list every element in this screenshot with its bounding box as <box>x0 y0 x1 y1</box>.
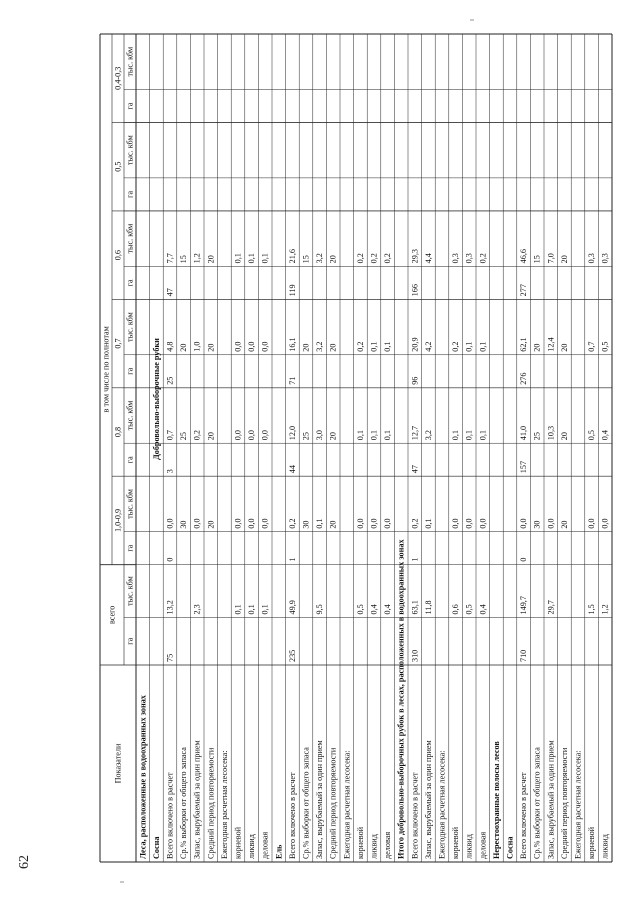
table-cell: 0,0 <box>260 341 270 352</box>
table-cell: 4,2 <box>423 341 433 352</box>
table-cell: 0,0 <box>260 429 270 441</box>
table-cell: 20 <box>559 343 569 352</box>
table-cell: 41,0 <box>519 425 529 441</box>
table-cell: 1 <box>287 557 297 562</box>
row-label: Запас, вырубаемый за один прием <box>192 740 202 859</box>
row-label: деловая <box>383 831 393 859</box>
table-cell: 166 <box>410 284 420 297</box>
table-cell: 0,6 <box>451 604 461 615</box>
header-density-group: в том числе по полнотам <box>101 326 111 413</box>
table-cell: 9,5 <box>315 604 325 615</box>
table-cell: 0 <box>519 557 529 562</box>
table-cell: 0,5 <box>355 604 365 615</box>
table-cell: 3,0 <box>315 429 325 441</box>
section-title: Итого добровольно-выборочных рубок в лесах, расположенных в водоохранных зонах <box>396 539 406 859</box>
row-label: корневой <box>233 826 243 859</box>
row-label: Ср.% выборки от общего запаса <box>179 747 189 859</box>
table-cell: 149,7 <box>519 596 529 615</box>
table-cell: 20 <box>328 255 338 264</box>
table-cell: 0,1 <box>464 429 474 441</box>
subsection-title: Сосна <box>151 836 161 859</box>
header-unit: га <box>125 102 135 110</box>
header-unit: га <box>125 190 135 198</box>
table-cell: 0,4 <box>369 604 379 615</box>
table-cell: 0,2 <box>355 253 365 264</box>
header-unit: тыс. кбм <box>125 223 135 254</box>
table-cell: 0,1 <box>423 518 433 529</box>
table-cell: 25 <box>301 432 311 441</box>
table-cell: 12,0 <box>287 425 297 441</box>
table-cell: 0,0 <box>247 518 257 529</box>
row-label: Средний период повторяемости <box>559 747 569 859</box>
row-label: деловая <box>478 831 488 859</box>
table-cell: 30 <box>301 520 311 529</box>
table-cell: 20 <box>559 432 569 441</box>
table-cell: 44 <box>287 465 297 474</box>
table-cell: 20 <box>328 343 338 352</box>
header-density-level: 0,8 <box>113 426 123 438</box>
table-cell: 20 <box>206 255 216 264</box>
table-cell: 0,0 <box>233 341 243 352</box>
table-cell: 276 <box>519 372 529 385</box>
table-cell: 63,1 <box>410 600 420 615</box>
table-cell: 1,0 <box>192 341 202 352</box>
table-cell: 157 <box>519 460 529 474</box>
table-cell: 0,2 <box>287 518 297 529</box>
table-cell: 20 <box>206 343 216 352</box>
table-cell: 0,3 <box>600 253 610 264</box>
table-cell: 0,0 <box>247 429 257 441</box>
row-label: корневой <box>355 826 365 859</box>
table-cell: 25 <box>165 376 175 385</box>
row-label: деловая <box>260 831 270 859</box>
table-cell: 0,1 <box>355 429 365 441</box>
subsection-title: Ель <box>274 844 284 859</box>
page-number: 62 <box>17 855 32 869</box>
table-cell: 12,7 <box>410 425 420 441</box>
table-cell: 0,0 <box>369 518 379 529</box>
row-label: ликвид <box>247 834 257 859</box>
header-unit: тыс. кбм <box>125 46 135 77</box>
table-cell: 277 <box>519 284 529 297</box>
header-total: всего <box>107 605 117 625</box>
table-cell: 0,4 <box>383 604 393 615</box>
header-density-level: 0,4-0,3 <box>113 66 123 90</box>
header-unit: тыс. кбм <box>125 312 135 342</box>
row-label: Запас, вырубаемый за один прием <box>546 740 556 859</box>
table-cell: 0,1 <box>233 253 243 264</box>
section-title: Нерестоохранные полосы лесов <box>491 741 501 859</box>
table-cell: 1,2 <box>192 253 202 264</box>
header-unit: тыс. кбм <box>125 135 135 166</box>
table-cell: 0,0 <box>587 518 597 529</box>
table-cell: 15 <box>532 255 542 264</box>
table-cell: 0,4 <box>600 429 610 441</box>
table-cell: 0,1 <box>451 429 461 441</box>
table-cell: 3 <box>165 469 175 474</box>
header-indicator: Показатели <box>113 743 123 784</box>
row-label: Всего включено в расчет <box>519 772 529 859</box>
table-cell: 47 <box>165 288 175 297</box>
table-cell: 0,2 <box>478 253 488 264</box>
row-label: Средний период повторяемости <box>206 747 216 859</box>
table-cell: 0,2 <box>355 341 365 352</box>
section-banner: Добровольно-выборочные рубки <box>151 338 161 460</box>
row-label: корневой <box>587 826 597 859</box>
table-cell: 0,1 <box>369 341 379 352</box>
row-label: Всего включено в расчет <box>165 772 175 859</box>
table-cell: 0,0 <box>464 518 474 529</box>
table-cell: 0,0 <box>519 518 529 529</box>
table-cell: 0,3 <box>587 253 597 264</box>
table-cell: 4,8 <box>165 341 175 352</box>
table-cell: 0,1 <box>478 341 488 352</box>
table-cell: 30 <box>179 520 189 529</box>
table-cell: 0,5 <box>464 604 474 615</box>
table-cell: 96 <box>410 376 420 385</box>
table-cell: 0,1 <box>247 604 257 615</box>
table-cell: 235 <box>287 649 297 662</box>
table-cell: 20 <box>559 520 569 529</box>
row-label: Запас, вырубаемый за один прием <box>423 740 433 859</box>
row-label: ликвид <box>600 834 610 859</box>
table-cell: 20 <box>206 520 216 529</box>
table-cell: 15 <box>301 255 311 264</box>
table-cell: 0,1 <box>478 429 488 441</box>
table-cell: 310 <box>410 649 420 662</box>
table-cell: 29,7 <box>546 600 556 615</box>
table-cell: 13,2 <box>165 600 175 615</box>
table-cell: 0,1 <box>233 604 243 615</box>
row-label: Ежегодная расчетная лесосека: <box>573 750 583 859</box>
table-cell: 20 <box>328 520 338 529</box>
table-cell: 20 <box>179 343 189 352</box>
table-cell: 0,2 <box>451 341 461 352</box>
table-cell: 11,8 <box>423 600 433 615</box>
table-cell: 0,1 <box>260 253 270 264</box>
table-cell: 47 <box>410 465 420 474</box>
table-cell: 20 <box>559 255 569 264</box>
table-cell: 0,2 <box>410 518 420 529</box>
table-cell: 20 <box>206 432 216 441</box>
table-cell: 0,1 <box>383 429 393 441</box>
table-cell: 62,1 <box>519 337 529 352</box>
table-cell: 3,2 <box>423 429 433 441</box>
table-cell: 0,2 <box>369 253 379 264</box>
table-cell: 0,0 <box>600 518 610 529</box>
table-cell: 710 <box>519 649 529 662</box>
table-cell: 2,3 <box>192 604 202 615</box>
table-cell: 21,6 <box>287 249 297 264</box>
table-cell: 30 <box>532 520 542 529</box>
header-unit: тыс. кбм <box>125 400 135 431</box>
table-cell: 20,9 <box>410 337 420 352</box>
table-cell: 29,3 <box>410 249 420 264</box>
table-cell: 0,3 <box>464 253 474 264</box>
table-cell: 0,0 <box>192 518 202 529</box>
header-unit: тыс. кбм <box>125 489 135 519</box>
table-cell: 0,2 <box>383 253 393 264</box>
section-title: Леса, расположенные в водоохранных зонах <box>138 695 148 859</box>
table-cell: 0,0 <box>383 518 393 529</box>
table-cell: 71 <box>287 376 297 385</box>
table-cell: 0,0 <box>233 518 243 529</box>
table-cell: 0,7 <box>587 341 597 352</box>
header-unit: га <box>125 367 135 375</box>
table-cell: 0,3 <box>451 253 461 264</box>
header-density-level: 0,5 <box>113 161 123 172</box>
table-cell: 1,5 <box>587 604 597 615</box>
table-cell: 0,1 <box>247 253 257 264</box>
row-label: Всего включено в расчет <box>287 772 297 859</box>
table-cell: 0,0 <box>247 341 257 352</box>
table-cell: 0,1 <box>369 429 379 441</box>
header-unit: тыс. кбм <box>125 576 135 607</box>
table-cell: 0,0 <box>546 518 556 529</box>
row-label: Запас, вырубаемый за один прием <box>315 740 325 859</box>
table-cell: 0 <box>165 557 175 562</box>
table-cell: 0,2 <box>192 429 202 441</box>
table-cell: 20 <box>328 432 338 441</box>
table-cell: 0,1 <box>315 518 325 529</box>
subsection-title: Сосна <box>505 836 515 859</box>
table-cell: 3,2 <box>315 341 325 352</box>
header-density-level: 0,7 <box>113 338 123 349</box>
table-cell: 20 <box>532 343 542 352</box>
table-cell: 1 <box>410 557 420 562</box>
row-label: Ср.% выборки от общего запаса <box>532 747 542 859</box>
header-unit: га <box>125 456 135 464</box>
row-label: ликвид <box>369 834 379 859</box>
table-cell: 16,1 <box>287 337 297 352</box>
header-density-level: 0,6 <box>113 249 123 261</box>
table-cell: 119 <box>287 284 297 297</box>
row-label: Средний период повторяемости <box>328 747 338 859</box>
header-unit: га <box>125 544 135 552</box>
table-cell: 0,0 <box>233 429 243 441</box>
table-cell: 20 <box>301 343 311 352</box>
header-unit: га <box>125 637 135 645</box>
table-cell: 0,1 <box>383 341 393 352</box>
table-cell: 0,5 <box>587 429 597 441</box>
table-cell: 25 <box>532 432 542 441</box>
table-cell: 0,0 <box>478 518 488 529</box>
table-cell: 0,1 <box>464 341 474 352</box>
table-cell: 0,0 <box>165 518 175 529</box>
table-cell: 7,0 <box>546 253 556 264</box>
header-unit: га <box>125 279 135 287</box>
table-cell: 25 <box>179 432 189 441</box>
table-cell: 1,2 <box>600 604 610 615</box>
table-cell: 0,0 <box>355 518 365 529</box>
row-label: Ежегодная расчетная лесосека: <box>342 750 352 859</box>
table-cell: 12,4 <box>546 337 556 352</box>
row-label: Всего включено в расчет <box>410 772 420 859</box>
table-cell: 15 <box>179 255 189 264</box>
row-label: корневой <box>451 826 461 859</box>
table-cell: 4,4 <box>423 253 433 264</box>
table-cell: 0,5 <box>600 341 610 352</box>
table-cell: 0,0 <box>451 518 461 529</box>
table-cell: 49,9 <box>287 600 297 615</box>
table-cell: 0,0 <box>260 518 270 529</box>
row-label: ликвид <box>464 834 474 859</box>
table-cell: 0,7 <box>165 429 175 441</box>
table-cell: 0,4 <box>478 604 488 615</box>
row-label: Ежегодная расчетная лесосека: <box>219 750 229 859</box>
header-density-level: 1,0-0,9 <box>113 508 123 533</box>
table-cell: 46,6 <box>519 249 529 264</box>
row-label: Ежегодная расчетная лесосека: <box>437 750 447 859</box>
row-label: Ср.% выборки от общего запаса <box>301 747 311 859</box>
table-cell: 75 <box>165 653 175 662</box>
table-cell: 10,3 <box>546 425 556 441</box>
table-cell: 7,7 <box>165 253 175 264</box>
table-cell: 3,2 <box>315 253 325 264</box>
table-cell: 0,1 <box>260 604 270 615</box>
